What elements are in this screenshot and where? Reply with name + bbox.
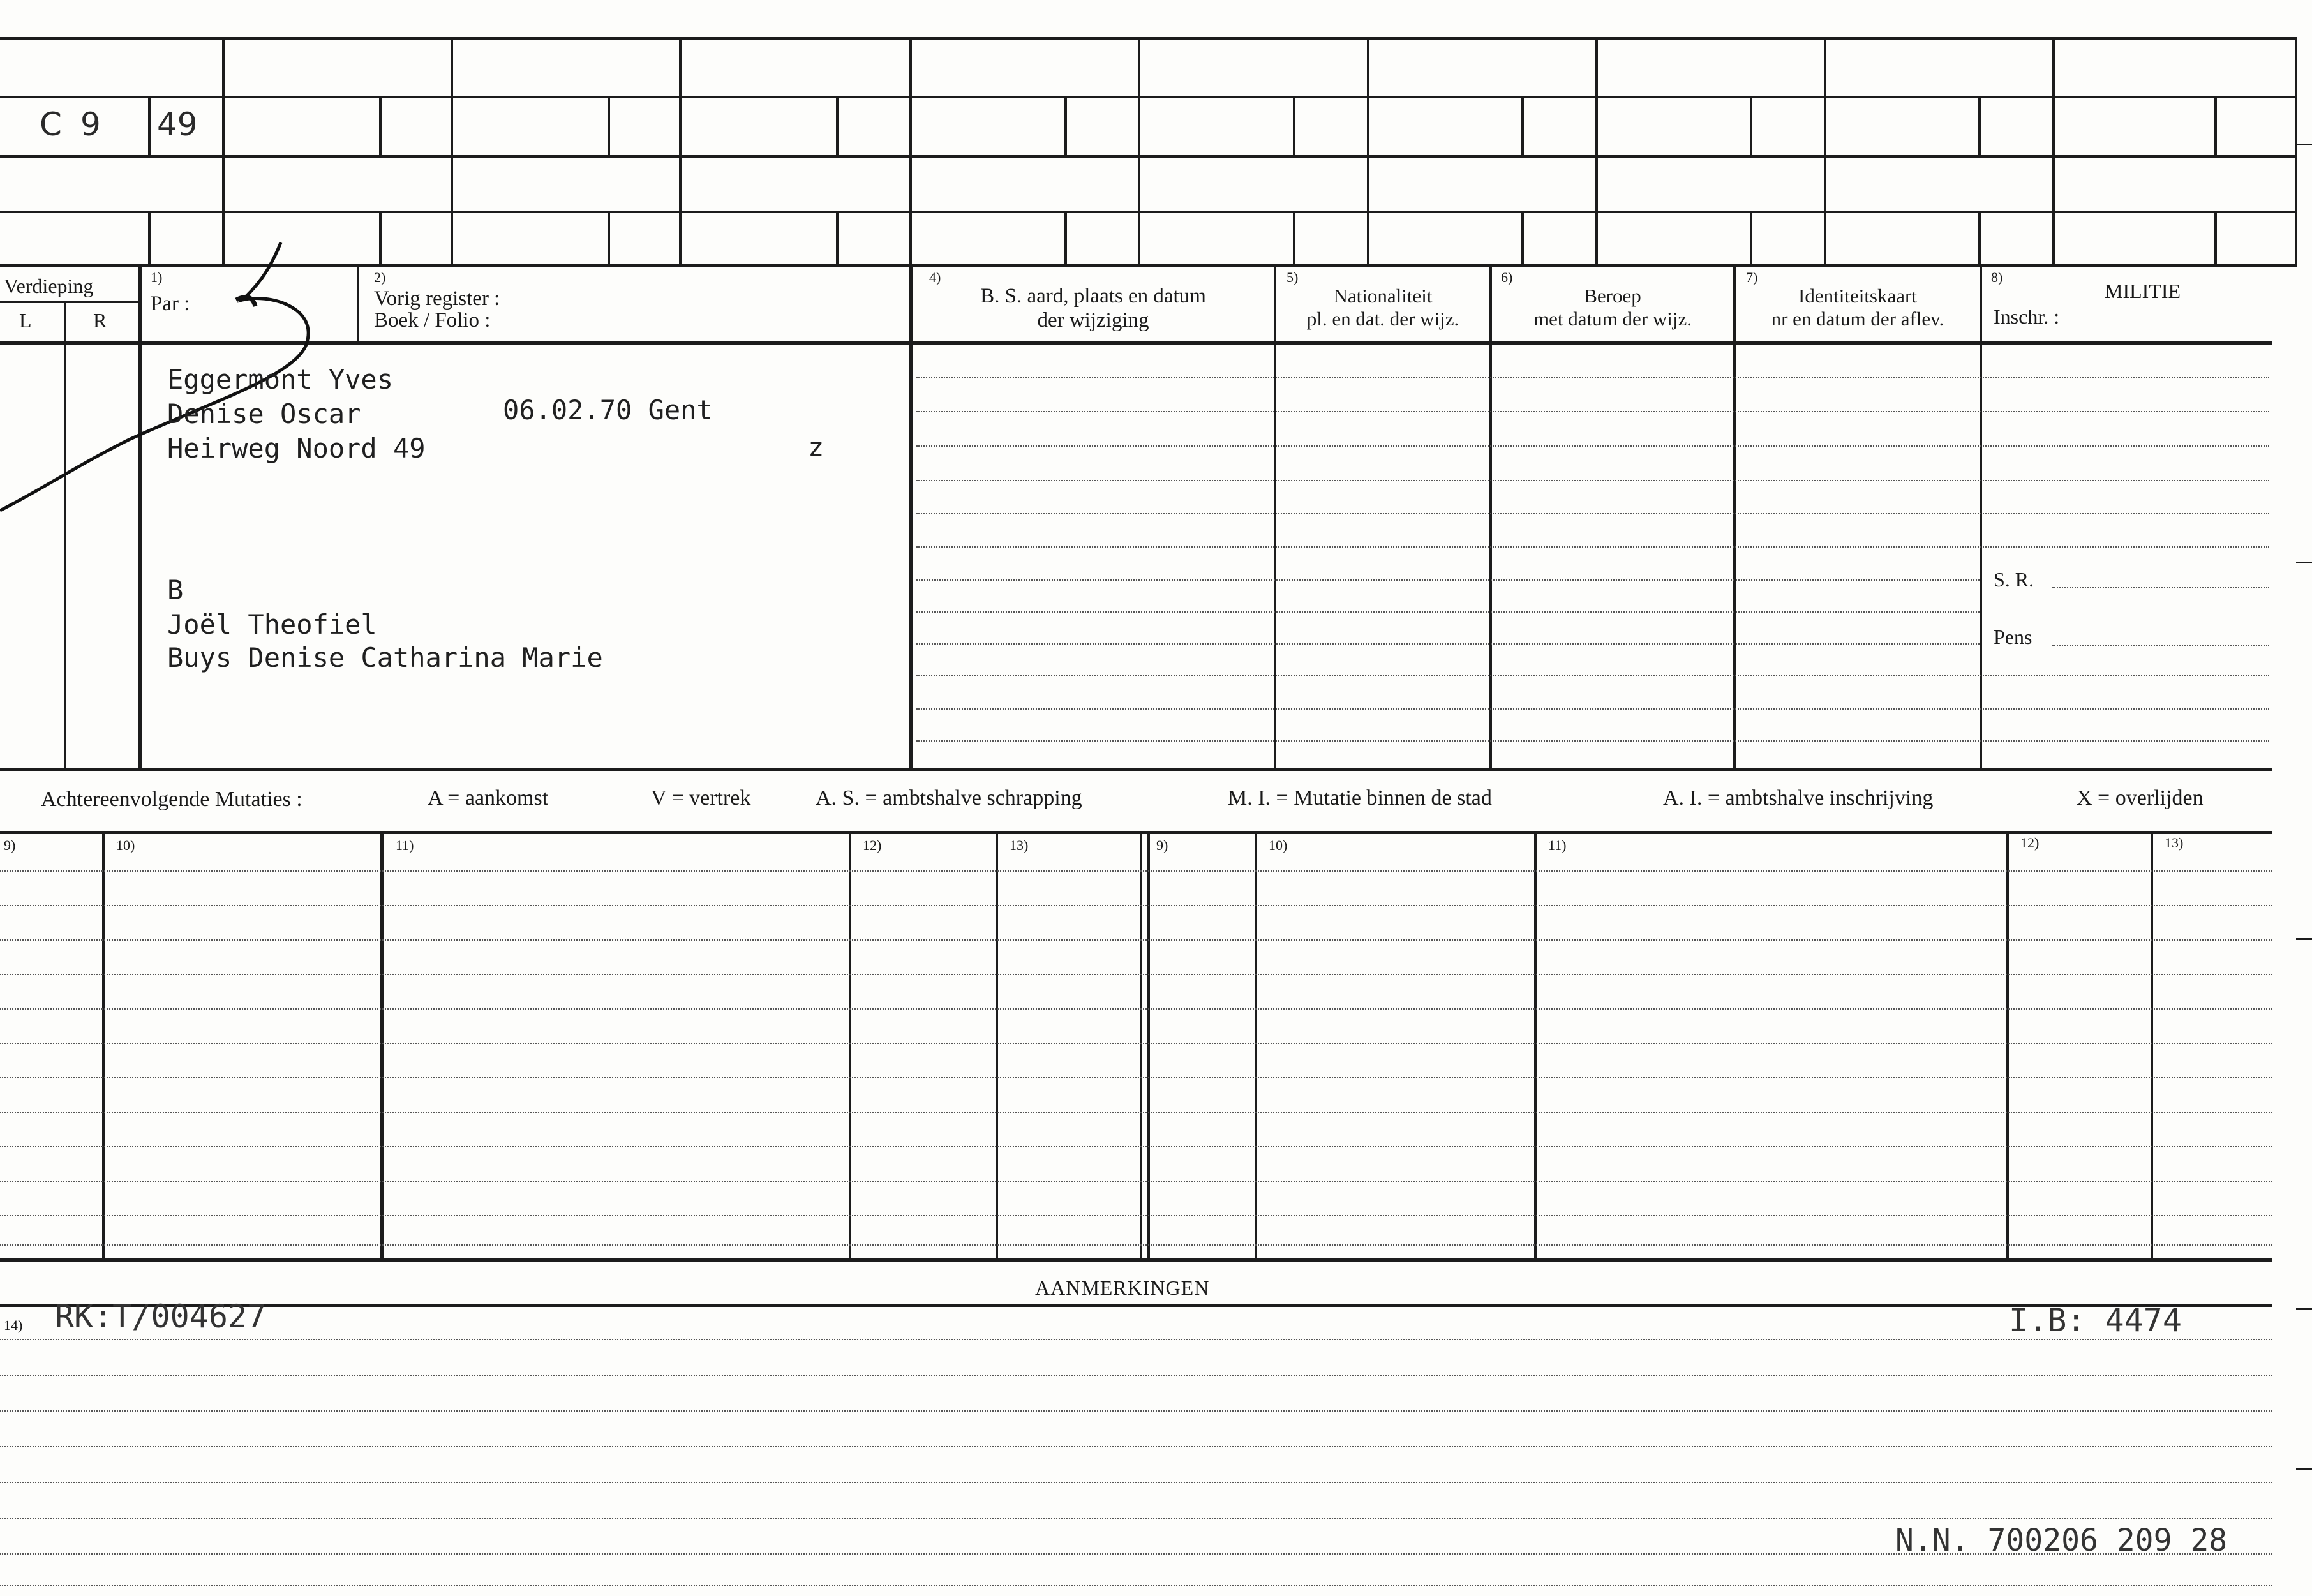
sr-label: S. R. xyxy=(1994,568,2034,591)
remark-line xyxy=(0,1482,2272,1483)
legend-as: A. S. = ambtshalve schrapping xyxy=(816,786,1082,810)
mut-row-line xyxy=(0,1244,2272,1246)
address-line: Heirweg Noord 49 xyxy=(167,433,426,464)
mut-vline xyxy=(1255,833,1257,1260)
mut-col-9b: 9) xyxy=(1156,837,1168,853)
grid-subline xyxy=(608,98,610,156)
mut-vline xyxy=(1147,833,1150,1260)
ruled-line xyxy=(916,445,2269,447)
grid-subline xyxy=(1750,213,1752,265)
grid-vline xyxy=(909,38,912,265)
grid-subline xyxy=(1978,98,1981,156)
mut-col-13: 13) xyxy=(1010,837,1029,853)
militie-title: MILITIE xyxy=(2105,280,2181,302)
rk-number: RK:T/004627 xyxy=(55,1298,267,1335)
grid-subline xyxy=(2214,98,2217,156)
mut-col-9: 9) xyxy=(4,837,16,853)
par-label: Par : xyxy=(151,292,190,315)
ruled-line xyxy=(916,708,2269,710)
grid-subline xyxy=(1750,98,1752,156)
mut-row-line xyxy=(0,870,2272,872)
remarks-title: AANMERKINGEN xyxy=(1035,1276,1210,1299)
grid-vline xyxy=(1824,38,1826,265)
ruled-line xyxy=(916,611,1980,613)
code-digit: 9 xyxy=(80,106,101,143)
legend-ai: A. I. = ambtshalve inschrijving xyxy=(1663,786,1934,810)
field-8-number: 8) xyxy=(1991,269,2003,285)
ruled-line xyxy=(916,643,1980,645)
father-line: Joël Theofiel xyxy=(167,609,377,640)
ruled-line xyxy=(916,513,2269,514)
mutations-bottom-line xyxy=(0,1258,2272,1262)
grid-vline xyxy=(2052,38,2055,265)
field-4-label xyxy=(913,285,1274,333)
field-7-line2: nr en datum der aflev. xyxy=(1771,307,1944,330)
header-divider xyxy=(1733,267,1736,771)
header-divider xyxy=(1489,267,1492,771)
pens-line xyxy=(2052,645,2269,646)
mut-row-line xyxy=(0,1077,2272,1078)
mut-row-line xyxy=(0,1008,2272,1010)
field-5-label xyxy=(1276,285,1489,330)
remarks-number: 14) xyxy=(4,1317,23,1333)
grid-subline xyxy=(1978,213,1981,265)
mut-vline xyxy=(1534,833,1537,1260)
grid-line xyxy=(0,211,2297,213)
header-divider xyxy=(1274,267,1276,771)
field-7-number: 7) xyxy=(1746,269,1758,285)
ruled-line xyxy=(916,411,2269,412)
header-divider xyxy=(1980,267,1982,771)
legend-a: A = aankomst xyxy=(428,786,549,810)
code-number: 49 xyxy=(157,106,198,143)
field-4-number: 4) xyxy=(929,269,941,285)
grid-subline xyxy=(379,213,382,265)
ruled-line xyxy=(916,579,1980,581)
vorig-register-label: Vorig register : xyxy=(374,287,500,310)
mut-row-line xyxy=(0,1146,2272,1147)
mut-vline xyxy=(2006,833,2009,1260)
grid-vline xyxy=(1595,38,1598,265)
header-bottom-line xyxy=(0,341,2272,345)
field-4-line2: der wijziging xyxy=(1037,308,1149,332)
mut-col-10: 10) xyxy=(116,837,135,853)
remark-line xyxy=(0,1585,2272,1586)
field-5-line2: pl. en dat. der wijz. xyxy=(1306,307,1459,330)
mother-line: Buys Denise Catharina Marie xyxy=(167,642,603,673)
grid-vline xyxy=(2295,38,2297,265)
code-letter: C xyxy=(40,106,62,143)
grid-subline xyxy=(836,98,839,156)
mut-row-line xyxy=(0,939,2272,941)
pens-label: Pens xyxy=(1994,625,2032,648)
ruled-line xyxy=(916,377,2269,378)
legend-v: V = vertrek xyxy=(651,786,751,810)
grid-vline xyxy=(1367,38,1369,265)
field-6-line2: met datum der wijz. xyxy=(1533,307,1692,330)
inschr-label: Inschr. : xyxy=(1994,305,2060,328)
mut-row-line xyxy=(0,974,2272,975)
mutations-top-line xyxy=(0,831,2272,834)
ruled-line xyxy=(916,675,2269,676)
mut-vline xyxy=(102,833,105,1260)
mut-row-line xyxy=(0,1215,2272,1216)
boek-folio-label: Boek / Folio : xyxy=(374,309,491,332)
remark-line xyxy=(0,1518,2272,1519)
field-1-number: 1) xyxy=(151,269,163,285)
top-border xyxy=(0,37,2297,40)
mark-b: B xyxy=(167,574,184,606)
mut-col-11: 11) xyxy=(396,837,414,853)
mark-z: z xyxy=(808,431,824,463)
verdieping-label: Verdieping xyxy=(4,274,94,297)
mut-col-12: 12) xyxy=(863,837,882,853)
remark-line xyxy=(0,1375,2272,1376)
field-5-number: 5) xyxy=(1287,269,1299,285)
birth-date-place: 06.02.70 Gent xyxy=(503,394,713,426)
field-4-line1: B. S. aard, plaats en datum xyxy=(980,285,1206,308)
grid-line xyxy=(0,155,2297,158)
mut-row-line xyxy=(0,905,2272,906)
ib-number: I.B: 4474 xyxy=(2009,1302,2182,1339)
field-6-line1: Beroep xyxy=(1584,285,1641,307)
grid-subline xyxy=(1064,213,1067,265)
mut-vline xyxy=(380,833,384,1260)
grid-vline xyxy=(679,38,682,265)
grid-vline xyxy=(1138,38,1140,265)
header-divider xyxy=(357,267,359,342)
mut-col-12b: 12) xyxy=(2020,835,2040,851)
legend-x: X = overlijden xyxy=(2077,786,2204,810)
grid-subline xyxy=(2214,213,2217,265)
edge-tick xyxy=(2296,562,2312,563)
field-2-number: 2) xyxy=(374,269,386,285)
mut-row-line xyxy=(0,1112,2272,1113)
grid-line xyxy=(0,264,2297,267)
edge-tick xyxy=(2296,144,2312,145)
name-line: Eggermont Yves xyxy=(167,364,394,395)
field-6-label xyxy=(1492,285,1733,330)
nn-number: N.N. 700206 209 28 xyxy=(1895,1523,2228,1558)
parent-line: Denise Oscar xyxy=(167,398,361,429)
grid-subline xyxy=(1293,213,1295,265)
grid-subline xyxy=(836,213,839,265)
grid-subline xyxy=(1064,98,1067,156)
mut-vline xyxy=(996,833,998,1260)
mut-col-11b: 11) xyxy=(1548,837,1567,853)
edge-tick xyxy=(2296,1468,2312,1470)
mut-vline xyxy=(1140,833,1142,1260)
mut-row-line xyxy=(0,1043,2272,1044)
col-l-label: L xyxy=(19,309,32,332)
mut-col-10b: 10) xyxy=(1269,837,1288,853)
body-bottom-line xyxy=(0,768,2272,771)
legend-mi: M. I. = Mutatie binnen de stad xyxy=(1228,786,1492,810)
edge-tick xyxy=(2296,938,2312,940)
grid-line xyxy=(0,96,2297,98)
mut-vline xyxy=(2151,833,2153,1260)
grid-subline xyxy=(1521,213,1524,265)
mut-vline xyxy=(849,833,851,1260)
edge-tick xyxy=(2296,1308,2312,1310)
field-5-line1: Nationaliteit xyxy=(1333,285,1433,307)
grid-subline xyxy=(1521,98,1524,156)
grid-subline xyxy=(1293,98,1295,156)
remark-line xyxy=(0,1410,2272,1412)
mutations-title: Achtereenvolgende Mutaties : xyxy=(41,787,302,811)
field-6-number: 6) xyxy=(1501,269,1513,285)
field-7-line1: Identiteitskaart xyxy=(1798,285,1917,307)
sr-line xyxy=(2052,587,2269,588)
ruled-line xyxy=(916,546,2269,548)
grid-subline xyxy=(608,213,610,265)
remarks-line xyxy=(0,1304,2272,1307)
mut-row-line xyxy=(0,1181,2272,1182)
ruled-line xyxy=(916,480,2269,481)
grid-vline xyxy=(222,38,225,265)
field-7-label xyxy=(1736,285,1980,330)
ruled-line xyxy=(916,740,2269,742)
remark-line xyxy=(0,1339,2272,1340)
col-r-label: R xyxy=(93,309,107,332)
remark-line xyxy=(0,1446,2272,1447)
mut-col-13b: 13) xyxy=(2165,835,2184,851)
grid-subline xyxy=(148,98,151,156)
grid-subline xyxy=(379,98,382,156)
grid-vline xyxy=(451,38,453,265)
header-divider xyxy=(909,267,913,771)
